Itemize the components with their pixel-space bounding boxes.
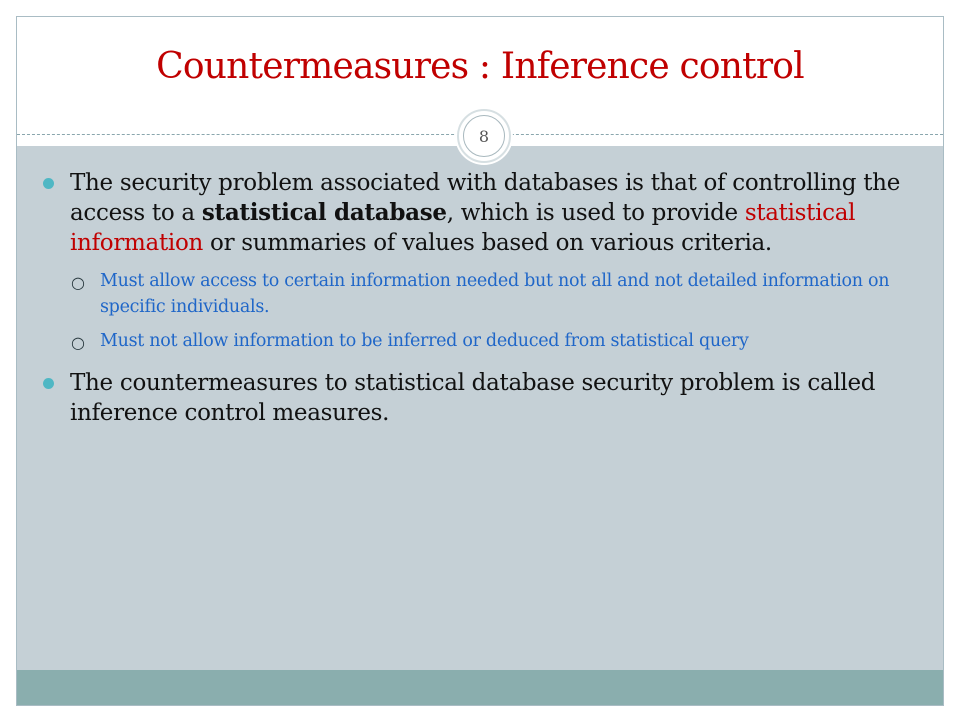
circle-bullet-icon: ○ [71, 333, 85, 352]
page-number-badge [457, 109, 511, 163]
sub-bullet-text: Must not allow information to be inferred or deduced from statistical query [100, 331, 749, 351]
footer-bar [17, 670, 943, 705]
bullet-item [40, 168, 920, 258]
sub-bullet-text: Must allow access to certain information needed but not all and not detailed information on specific individuals. [100, 271, 890, 317]
slide-content [40, 168, 920, 428]
bullet-text: The countermeasures to statistical database security problem is called inference control measures. [70, 370, 876, 426]
bullet-text-part: or summaries of values based on various criteria. [203, 230, 772, 256]
circle-bullet-icon: ○ [71, 273, 85, 292]
bullet-dot-icon [43, 378, 54, 389]
bullet-item [40, 368, 920, 428]
sub-bullet-list [40, 268, 920, 354]
bullet-text-part: , which is used to provide [446, 200, 745, 226]
bullet-bold-term: statistical database [201, 199, 447, 226]
bullet-dot-icon [43, 178, 54, 189]
bullet-highlight-term: statistical information [70, 200, 856, 256]
page-number: 8 [463, 115, 505, 157]
slide-title: Countermeasures : Inference control [156, 46, 804, 87]
bullet-text-part: The security problem associated with databases is that of controlling the access to a [70, 170, 900, 226]
sub-bullet-item [40, 268, 920, 320]
sub-bullet-item [40, 328, 920, 354]
